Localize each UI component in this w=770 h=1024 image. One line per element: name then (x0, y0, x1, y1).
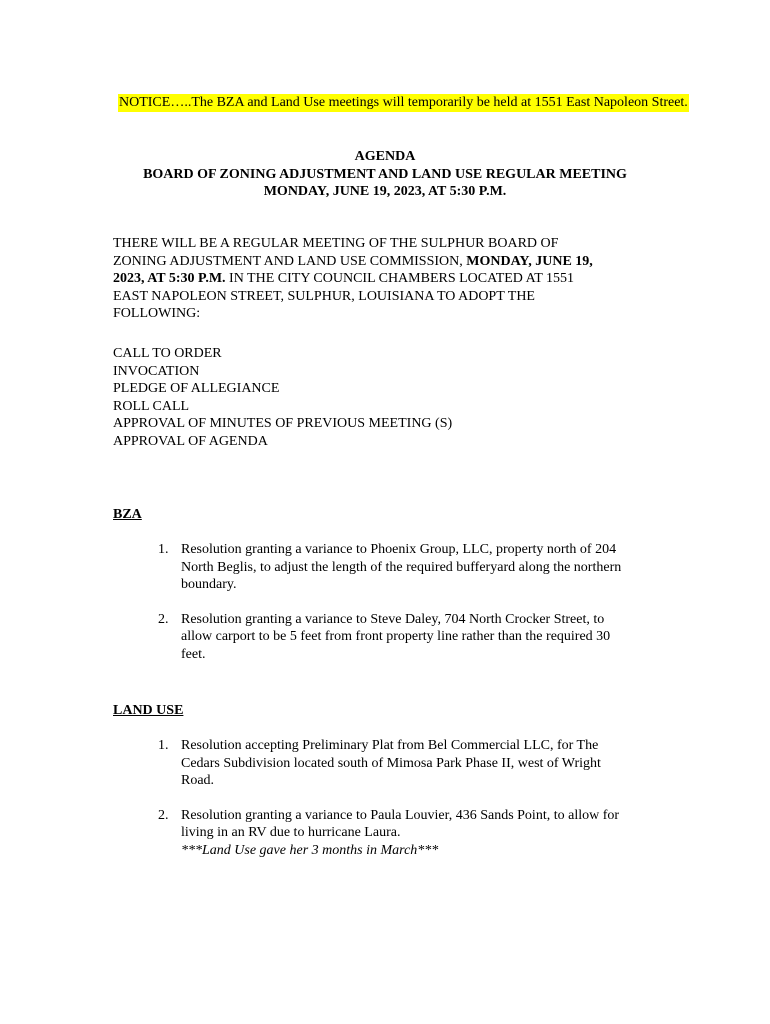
meeting-datetime: MONDAY, JUNE 19, 2023, AT 5:30 P.M. (263, 184, 507, 200)
item-text-line: Resolution granting a variance to Phoenix Group, LLC, property north of 204 (181, 542, 617, 557)
list-item (158, 807, 678, 860)
item-text-line: North Beglis, to adjust the length of the required bufferyard along the northern (181, 559, 622, 575)
procedural-item: ROLL CALL (113, 398, 190, 414)
procedural-item: INVOCATION (113, 363, 200, 379)
item-number: 2. (158, 611, 169, 627)
procedural-item: APPROVAL OF AGENDA (113, 433, 268, 449)
item-text-line: boundary. (181, 577, 237, 593)
bza-items-list (158, 541, 678, 681)
intro-time-bold: 2023, AT 5:30 P.M. (113, 271, 226, 287)
item-text-line: Resolution granting a variance to Paula Louvier, 436 Sands Point, to allow for (181, 807, 620, 823)
list-item (158, 541, 678, 594)
item-text-line: feet. (181, 646, 206, 662)
item-text-line: Resolution accepting Preliminary Plat from Bel Commercial LLC, for The (181, 738, 599, 753)
intro-line-1: THERE WILL BE A REGULAR MEETING OF THE SULPHUR BOARD OF (113, 236, 559, 251)
land-use-items-list (158, 737, 678, 877)
intro-line-5: FOLLOWING: (113, 306, 201, 322)
intro-date-bold: MONDAY, JUNE 19, (466, 253, 593, 269)
item-number: 2. (158, 807, 169, 823)
land-use-section-heading: LAND USE (113, 703, 184, 718)
meeting-location-notice: NOTICE…..The BZA and Land Use meetings will temporarily be held at 1551 East Napoleon Street. (119, 95, 688, 110)
item-text-line: living in an RV due to hurricane Laura. (181, 825, 401, 841)
item-text-line: Resolution granting a variance to Steve Daley, 704 North Crocker Street, to (181, 611, 605, 627)
bza-section-heading: BZA (113, 507, 142, 522)
item-text-line: Road. (181, 773, 215, 789)
intro-text: ZONING ADJUSTMENT AND LAND USE COMMISSION, (113, 253, 467, 269)
item-number: 1. (158, 738, 169, 753)
meeting-name: BOARD OF ZONING ADJUSTMENT AND LAND USE REGULAR MEETING (143, 166, 627, 182)
intro-line-4: EAST NAPOLEON STREET, SULPHUR, LOUISIANA TO ADOPT THE (113, 288, 535, 304)
procedural-item: CALL TO ORDER (113, 346, 222, 361)
item-text-line: allow carport to be 5 feet from front property line rather than the required 30 (181, 629, 611, 645)
intro-line-3 (113, 270, 653, 288)
list-item (158, 611, 678, 664)
item-text-line: Cedars Subdivision located south of Mimosa Park Phase II, west of Wright (181, 755, 601, 771)
agenda-header (0, 148, 770, 201)
list-item (158, 737, 678, 790)
item-number: 1. (158, 542, 169, 557)
agenda-title: AGENDA (354, 149, 416, 164)
intro-line-2 (113, 253, 653, 271)
procedural-item: APPROVAL OF MINUTES OF PREVIOUS MEETING (S) (113, 416, 453, 432)
item-note: ***Land Use gave her 3 months in March*** (181, 842, 439, 858)
intro-text: IN THE CITY COUNCIL CHAMBERS LOCATED AT 1551 (225, 271, 574, 287)
procedural-item: PLEDGE OF ALLEGIANCE (113, 381, 280, 397)
procedural-items (113, 345, 452, 451)
meeting-intro-paragraph (113, 235, 653, 323)
